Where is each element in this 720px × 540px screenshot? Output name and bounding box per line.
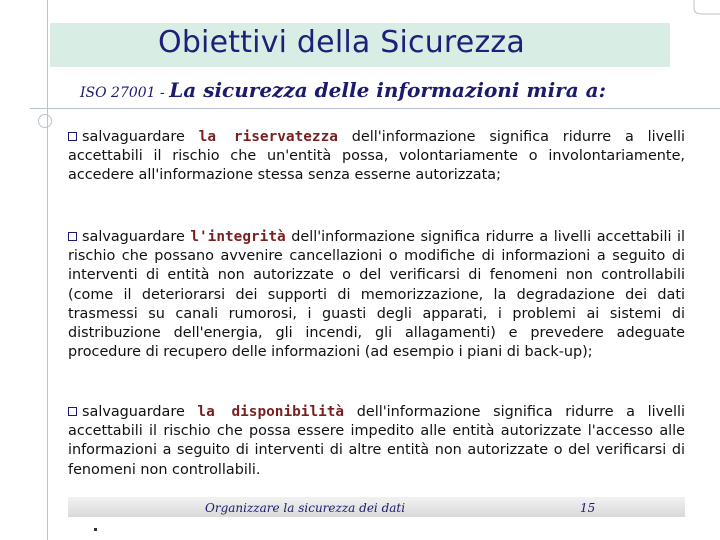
checkbox-bullet-icon — [68, 407, 77, 416]
iso-reference: ISO 27001 - — [80, 85, 170, 101]
paragraph-prefix: salvaguardare — [82, 229, 191, 245]
footer-caption: Organizzare la sicurezza dei dati — [205, 501, 406, 515]
decorative-dot — [94, 528, 97, 531]
keyword-confidentiality: la riservatezza — [198, 129, 338, 145]
checkbox-bullet-icon — [68, 132, 77, 141]
slide-subtitle — [80, 78, 606, 102]
paragraph-body: dell'informazione significa ridurre a livelli accettabili il rischio che possa essere impedito alle entità autorizzate l'accesso alle informazioni a seguito di interventi di altre entità non autorizzate o del verificarsi di fenomeni non controllabili. — [68, 404, 685, 478]
paragraph-body: dell'informazione significa ridurre a livelli accettabili il rischio che possano avvenire cancellazioni o modifiche di informazioni a seguito di interventi di entità non autorizzate o del verificarsi di fenomeni non controllabili (come il deteriorarsi dei supporti di memorizzazione, la degradazione dei dati trasmessi su canali rumorosi, i guasti degli apparati, i problemi ai sistemi di distribuzione dell'energia, gli incendi, gli allagamenti) e prevedere adeguate procedure di recupero delle informazioni (ad esempio i piani di back-up); — [68, 229, 685, 361]
decorative-horizontal-line — [30, 108, 720, 109]
corner-ornament-icon — [692, 0, 720, 18]
subtitle-text: La sicurezza delle informazioni mira a: — [169, 78, 606, 102]
slide-title: Obiettivi della Sicurezza — [158, 25, 525, 60]
paragraph-confidentiality — [68, 128, 685, 186]
keyword-availability: la disponibilità — [197, 404, 345, 420]
paragraph-availability — [68, 403, 685, 480]
paragraph-body: dell'informazione significa ridurre a livelli accettabili il rischio che un'entità possa, volontariamente o involontariamente, accedere all'informazione stessa senza esserne autorizzata; — [68, 129, 685, 184]
decorative-vertical-line — [47, 0, 48, 540]
paragraph-prefix: salvaguardare — [82, 129, 199, 145]
paragraph-prefix: salvaguardare — [82, 404, 198, 420]
checkbox-bullet-icon — [68, 232, 77, 241]
paragraph-integrity — [68, 228, 685, 362]
decorative-circle-icon — [38, 114, 52, 128]
page-number: 15 — [580, 501, 596, 515]
keyword-integrity: l'integrità — [190, 229, 286, 245]
